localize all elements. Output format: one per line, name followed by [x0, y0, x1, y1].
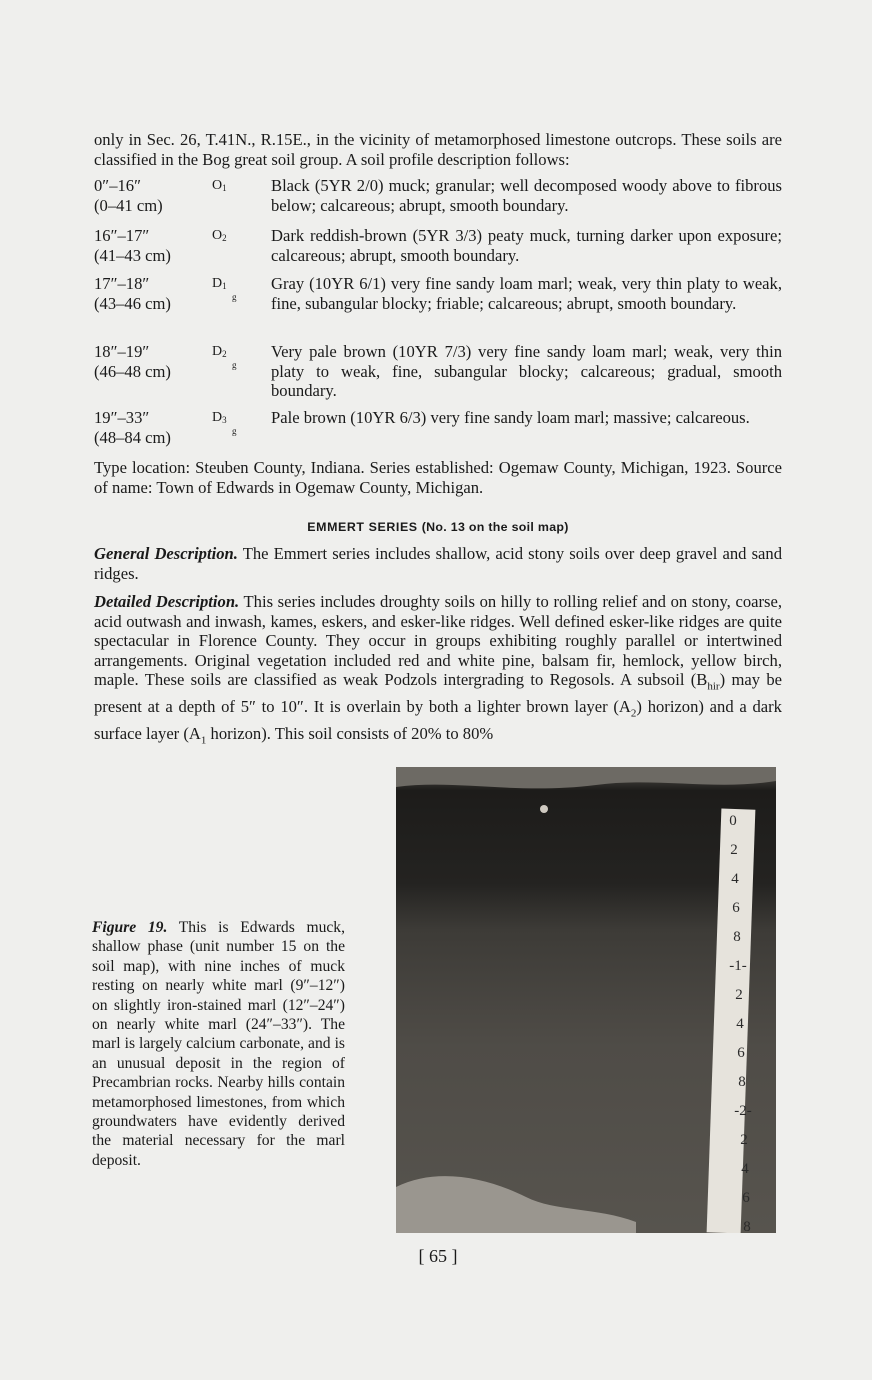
- depth-inches: 0″–16″: [94, 176, 142, 195]
- detailed-text-part: horizon). This soil consists of 20% to 80%: [206, 724, 494, 744]
- rod-scale-label: 0: [729, 813, 737, 829]
- horizon-subscript: 1: [222, 281, 227, 291]
- horizon-subscript: 2: [222, 349, 227, 359]
- subscript: 1: [200, 734, 207, 747]
- detailed-text-part: ) horizon) and a dark surface layer (A: [94, 697, 782, 744]
- rod-scale-label: -1-: [729, 958, 747, 974]
- horizon-row: [94, 226, 784, 270]
- intro-paragraph: only in Sec. 26, T.41N., R.15E., in the vicinity of metamorphosed limestone outcrops. These soils are classified in the Bog great soil group. A soil profile description follows:: [94, 130, 782, 169]
- horizon-row: [94, 274, 784, 336]
- depth-cm: (41–43 cm): [94, 245, 171, 265]
- horizon-row: [94, 408, 784, 452]
- horizon-letter: O: [212, 228, 223, 243]
- rod-scale-label: 2: [740, 1132, 748, 1148]
- horizon-letter: D: [212, 410, 223, 425]
- depth-cm: (48–84 cm): [94, 427, 171, 447]
- type-location-paragraph: Type location: Steuben County, Indiana. Series established: Ogemaw County, Michigan, 1923. Source of name: Town of Edwards in Ogemaw County, Michigan.: [94, 458, 782, 497]
- horizon-description: Very pale brown (10YR 7/3) very fine sandy loam marl; weak, very thin platy to weak, fine, subangular blocky; calcareous; gradual, smooth boundary.: [271, 342, 782, 401]
- horizon-description: Gray (10YR 6/1) very fine sandy loam marl; weak, very thin platy to weak, fine, subangular blocky; friable; calcareous; abrupt, smooth boundary.: [271, 274, 782, 313]
- photo-illustration: [396, 767, 776, 1233]
- figure-caption: [92, 918, 345, 1170]
- heading-title: EMMERT SERIES: [307, 520, 418, 534]
- horizon-subscript: 3: [222, 415, 227, 425]
- detailed-description-paragraph: [94, 592, 782, 751]
- general-description-text: The Emmert series includes shallow, acid stony soils over deep gravel and sand ridges.: [94, 544, 782, 583]
- page-number: [ 65 ]: [418, 1246, 458, 1266]
- rod-scale-label: 8: [733, 929, 741, 945]
- rod-scale-label: 4: [741, 1161, 749, 1177]
- horizon-depth: [94, 408, 204, 447]
- rod-scale-label: -2-: [734, 1103, 752, 1119]
- section-heading: [94, 520, 782, 534]
- rod-scale-label: 4: [736, 1016, 744, 1032]
- horizon-code: [212, 176, 252, 199]
- horizon-depth: [94, 274, 204, 313]
- detailed-description-lead: Detailed Description.: [94, 592, 240, 611]
- rod-scale-label: 2: [735, 987, 743, 1003]
- rod-scale-label: 4: [731, 871, 739, 887]
- depth-inches: 16″–17″: [94, 226, 150, 245]
- horizon-depth: [94, 176, 204, 215]
- depth-inches: 18″–19″: [94, 342, 150, 361]
- horizon-code: [212, 226, 252, 249]
- horizon-row: [94, 342, 784, 404]
- horizon-description: Black (5YR 2/0) muck; granular; well decomposed woody above to fibrous below; calcareous; abrupt, smooth boundary.: [271, 176, 782, 215]
- subscript: 2: [630, 707, 637, 720]
- rod-scale-label: 8: [738, 1074, 746, 1090]
- figure-caption-text: This is Edwards muck, shallow phase (unit number 15 on the soil map), with nine inches of muck resting on nearly white marl (9″–12″) on slightly iron-stained marl (12″–24″) on nearly white marl (24″–33″). The marl is largely calcium carbonate, and is an unusual deposit in the region of Precambrian rocks. Nearby hills contain metamorphosed limestones, from which groundwaters have evidently derived the material necessary for the marl deposit.: [92, 919, 345, 1169]
- horizon-depth: [94, 226, 204, 265]
- depth-cm: (43–46 cm): [94, 293, 171, 313]
- depth-inches: 19″–33″: [94, 408, 150, 427]
- rod-scale-label: 6: [742, 1190, 750, 1206]
- rod-scale-label: 8: [743, 1219, 751, 1233]
- heading-map-reference: (No. 13 on the soil map): [421, 520, 569, 534]
- depth-inches: 17″–18″: [94, 274, 150, 293]
- soil-profile-photo: [396, 767, 776, 1233]
- figure-label: Figure 19.: [92, 919, 168, 936]
- rod-scale-label: 6: [737, 1045, 745, 1061]
- horizon-letter: O: [212, 178, 223, 193]
- horizon-code: [212, 274, 252, 302]
- horizon-subscript: 1: [222, 183, 227, 193]
- marl-fleck: [540, 805, 548, 813]
- detailed-text-part: ) may be present at a depth of 5″ to 10″. It is overlain by both a lighter brown layer (A: [94, 670, 783, 717]
- horizon-description: Dark reddish-brown (5YR 3/3) peaty muck, turning darker upon exposure; calcareous; abrupt, smooth boundary.: [271, 226, 782, 265]
- horizon-g-suffix: g: [232, 359, 237, 370]
- horizon-subscript: 2: [222, 233, 227, 243]
- horizon-code: [212, 342, 252, 370]
- subscript: hir: [707, 680, 720, 693]
- horizon-depth: [94, 342, 204, 381]
- horizon-letter: D: [212, 344, 223, 359]
- horizon-g-suffix: g: [232, 291, 237, 302]
- horizon-g-suffix: g: [232, 425, 237, 436]
- general-description-lead: General Description.: [94, 544, 238, 563]
- rod-scale-label: 6: [732, 900, 740, 916]
- detailed-text-part: This series includes droughty soils on hilly to rolling relief and on stony, coarse, acid outwash and inwash, kames, eskers, and esker-like ridges. Well defined esker-like ridges are quite spectacular in Florence County. They occur in groups exhibiting roughly parallel or intertwined arrangements. Original vegetation included red and white pine, balsam fir, hemlock, yellow birch, maple. These soils are classified as weak Podzols intergrading to Regosols. A subsoil (B: [94, 592, 782, 690]
- horizon-code: [212, 408, 252, 436]
- depth-cm: (46–48 cm): [94, 361, 171, 381]
- general-description-paragraph: [94, 544, 782, 583]
- horizon-letter: D: [212, 276, 223, 291]
- horizon-description: Pale brown (10YR 6/3) very fine sandy loam marl; massive; calcareous.: [271, 408, 750, 427]
- rod-scale-label: 2: [730, 842, 738, 858]
- depth-cm: (0–41 cm): [94, 195, 163, 215]
- horizon-row: [94, 176, 784, 220]
